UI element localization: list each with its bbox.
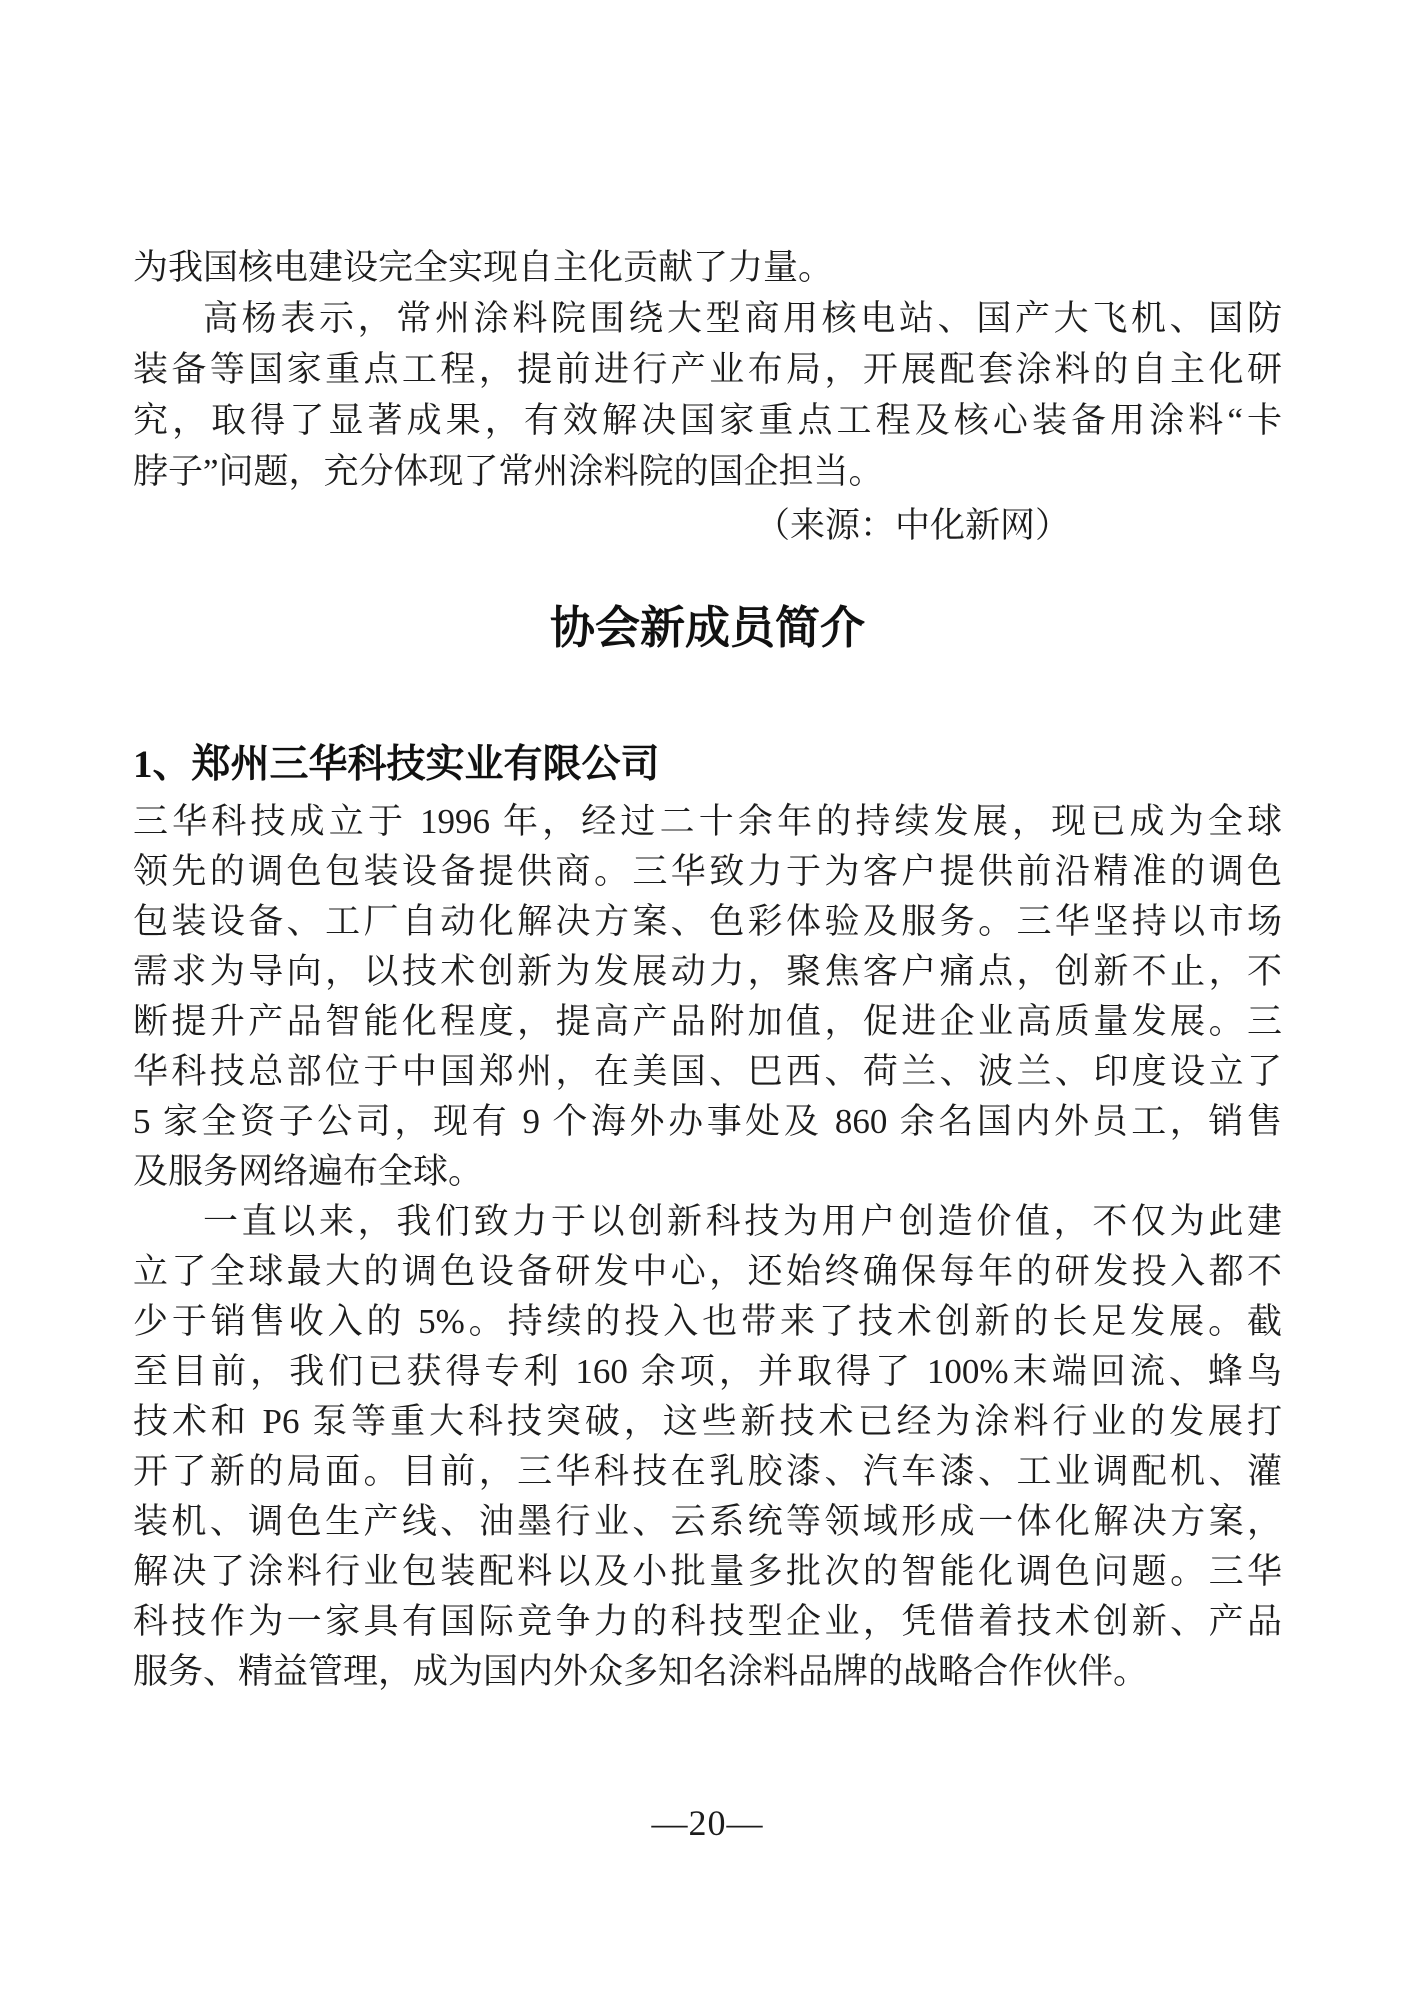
text-line: 脖子”问题，充分体现了常州涂料院的国企担当。	[133, 452, 884, 491]
text-line: 至目前，我们已获得专利 160 余项，并取得了 100%末端回流、蜂鸟	[133, 1352, 1282, 1391]
text-line: 服务、精益管理，成为国内外众多知名涂料品牌的战略合作伙伴。	[133, 1652, 1149, 1691]
text-line: 技术和 P6 泵等重大科技突破，这些新技术已经为涂料行业的发展打	[133, 1402, 1282, 1441]
top-paragraphs	[133, 242, 1282, 497]
text-line: 装备等国家重点工程，提前进行产业布局，开展配套涂料的自主化研	[133, 350, 1282, 389]
text-line: 需求为导向，以技术创新为发展动力，聚焦客户痛点，创新不止，不	[133, 952, 1282, 991]
member-intro-text-block	[133, 797, 1282, 1697]
text-line: 包装设备、工厂自动化解决方案、色彩体验及服务。三华坚持以市场	[133, 902, 1282, 941]
text-line: 领先的调色包装设备提供商。三华致力于为客户提供前沿精准的调色	[133, 852, 1282, 891]
text-line: 开了新的局面。目前，三华科技在乳胶漆、汽车漆、工业调配机、灌	[133, 1452, 1282, 1491]
page-number: —20—	[651, 1803, 764, 1843]
text-line: 装机、调色生产线、油墨行业、云系统等领域形成一体化解决方案，	[133, 1502, 1282, 1541]
text-line: 解决了涂料行业包装配料以及小批量多批次的智能化调色问题。三华	[133, 1552, 1282, 1591]
text-line: 华科技总部位于中国郑州，在美国、巴西、荷兰、波兰、印度设立了	[133, 1052, 1282, 1091]
section-title: 协会新成员简介	[549, 603, 865, 653]
text-line: 高杨表示，常州涂料院围绕大型商用核电站、国产大飞机、国防	[203, 299, 1282, 338]
text-line: 断提升产品智能化程度，提高产品附加值，促进企业高质量发展。三	[133, 1002, 1282, 1041]
top-text-block	[133, 242, 1282, 551]
paragraph	[133, 293, 1282, 497]
text-line: 立了全球最大的调色设备研发中心，还始终确保每年的研发投入都不	[133, 1252, 1282, 1291]
text-line: 及服务网络遍布全球。	[133, 1152, 484, 1191]
paragraph	[133, 797, 1282, 1197]
text-line: 为我国核电建设完全实现自主化贡献了力量。	[133, 248, 834, 287]
paragraph	[133, 1197, 1282, 1697]
text-line: 三华科技成立于 1996 年，经过二十余年的持续发展，现已成为全球	[133, 802, 1282, 841]
text-line: 究，取得了显著成果，有效解决国家重点工程及核心装备用涂料“卡	[133, 401, 1282, 440]
text-line: 少于销售收入的 5%。持续的投入也带来了技术创新的长足发展。截	[133, 1302, 1282, 1341]
member-heading: 1、郑州三华科技实业有限公司	[133, 743, 660, 786]
source-attribution: （来源：中化新网）	[754, 506, 1070, 545]
text-line: 科技作为一家具有国际竞争力的科技型企业，凭借着技术创新、产品	[133, 1602, 1282, 1641]
paragraph	[133, 242, 1282, 293]
text-line: 5 家全资子公司，现有 9 个海外办事处及 860 余名国内外员工，销售	[133, 1102, 1282, 1141]
text-line: 一直以来，我们致力于以创新科技为用户创造价值，不仅为此建	[203, 1202, 1282, 1241]
